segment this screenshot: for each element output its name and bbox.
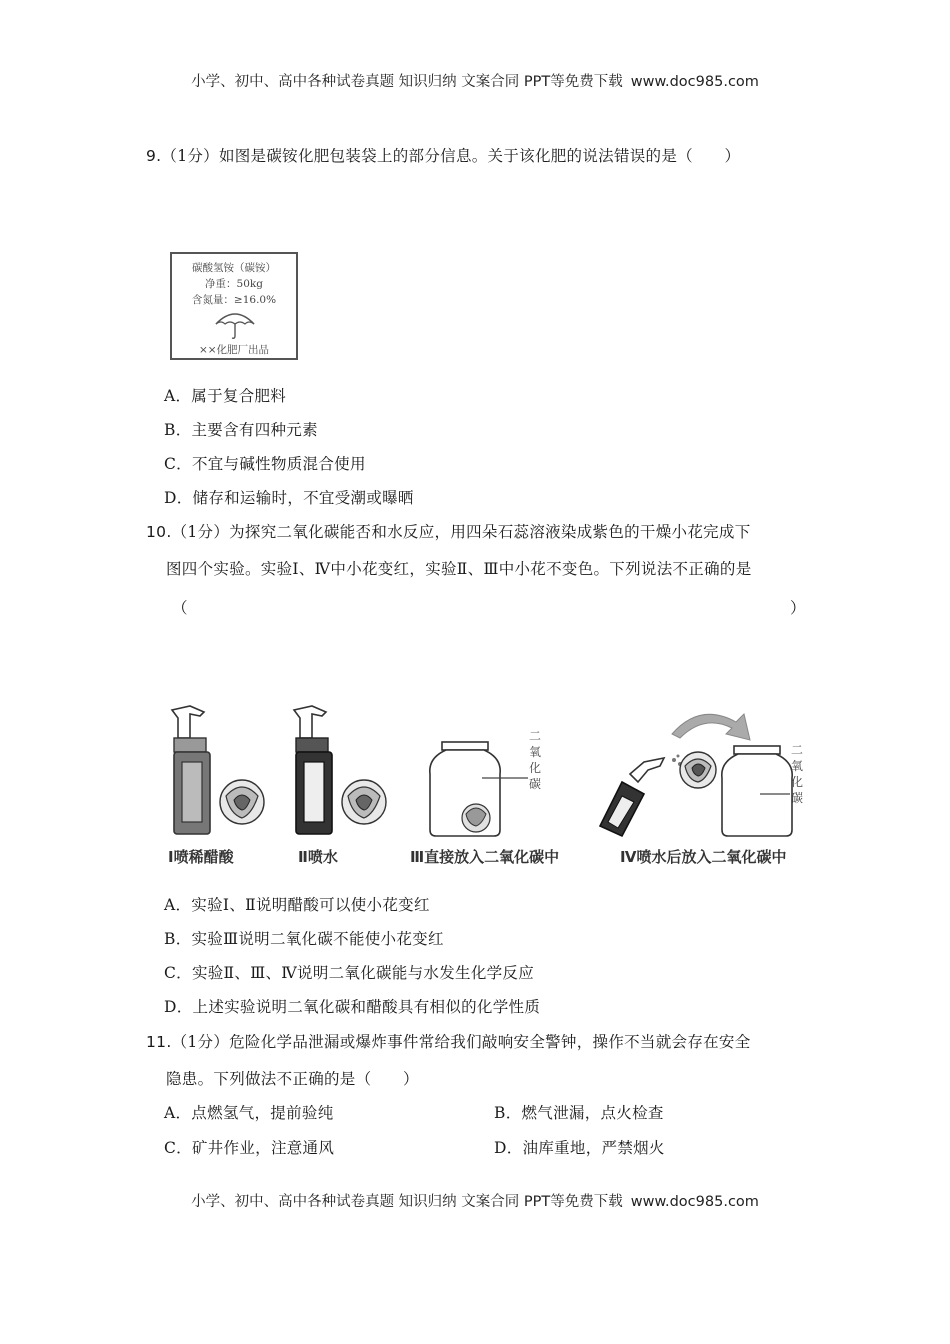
header-url[interactable]: www.doc985.com [630,74,759,90]
question-10-stem-line-2: 图四个实验。实验Ⅰ、Ⅳ中小花变红，实验Ⅱ、Ⅲ中小花不变色。下列说法不正确的是 [166,560,752,578]
question-11-number: 11. [146,1033,172,1051]
question-11-text-1: （1分）危险化学品泄漏或爆炸事件常给我们敲响安全警钟，操作不当就会存在安全 [171,1033,751,1051]
q11-option-d[interactable]: D．油库重地，严禁烟火 [494,1139,665,1157]
question-10-text-1: （1分）为探究二氧化碳能否和水反应，用四朵石蕊溶液染成紫色的干燥小花完成下 [171,523,751,541]
flower-3-icon [462,804,490,832]
label-line-3: 含氮量：≥16.0% [191,294,277,306]
caption-3: Ⅲ直接放入二氧化碳中 [410,848,560,866]
question-9-number: 9. [146,147,162,165]
q10-option-c[interactable]: C．实验Ⅱ、Ⅲ、Ⅳ说明二氧化碳能与水发生化学反应 [164,964,535,982]
jar-4-label: 二氧化碳 [790,743,803,805]
spray-bottle-1-icon [172,706,210,834]
gas-jar-4-icon [722,746,792,836]
fertilizer-label-figure [170,252,298,360]
question-11-stem [146,1024,814,1060]
question-9-text: （1分）如图是碳铵化肥包装袋上的部分信息。关于该化肥的说法错误的是（ ） [161,147,741,165]
jar-3-label: 二氧化碳 [528,729,541,791]
question-11-stem-line-2: 隐患。下列做法不正确的是（ ） [166,1070,419,1088]
q10-option-b[interactable]: B．实验Ⅲ说明二氧化碳不能使小花变红 [164,930,444,948]
q9-option-a[interactable]: A．属于复合肥料 [164,387,287,405]
umbrella-icon [212,308,258,340]
question-9-stem [146,138,814,174]
footer-text: 小学、初中、高中各种试卷真题 知识归纳 文案合同 PPT等免费下载 [191,1194,623,1210]
q9-option-d[interactable]: D．储存和运输时，不宜受潮或曝晒 [164,489,414,507]
label-line-2: 净重：50kg [205,278,263,290]
question-10-paren-close: ） [790,599,806,617]
q11-option-a[interactable]: A．点燃氢气，提前验纯 [164,1104,334,1122]
header-text: 小学、初中、高中各种试卷真题 知识归纳 文案合同 PPT等免费下载 [191,74,623,90]
experiment-figure [160,700,820,845]
label-line-1: 碳酸氢铵（碳铵） [192,262,276,274]
label-line-4: ××化肥厂出品 [198,344,270,356]
spray-bottle-4-icon [600,755,682,837]
question-10-paren-open: （ [172,599,188,617]
flower-4-icon [680,752,716,788]
page-footer [0,1190,950,1211]
q10-option-d[interactable]: D．上述实验说明二氧化碳和醋酸具有相似的化学性质 [164,998,541,1016]
question-10-stem [146,514,814,550]
caption-1: Ⅰ喷稀醋酸 [168,848,234,866]
footer-url[interactable]: www.doc985.com [630,1194,759,1210]
flower-2-icon [342,780,386,824]
question-10-number: 10. [146,523,172,541]
q11-option-c[interactable]: C．矿井作业，注意通风 [164,1139,335,1157]
curved-arrow-icon [672,714,750,740]
q9-option-c[interactable]: C．不宜与碱性物质混合使用 [164,455,366,473]
caption-4: Ⅳ喷水后放入二氧化碳中 [620,848,787,866]
spray-bottle-2-icon [294,706,332,834]
q10-option-a[interactable]: A．实验Ⅰ、Ⅱ说明醋酸可以使小花变红 [164,896,430,914]
caption-2: Ⅱ喷水 [298,848,338,866]
page-header [0,70,950,91]
flower-1-icon [220,780,264,824]
q9-option-b[interactable]: B．主要含有四种元素 [164,421,318,439]
q11-option-b[interactable]: B．燃气泄漏，点火检查 [494,1104,664,1122]
